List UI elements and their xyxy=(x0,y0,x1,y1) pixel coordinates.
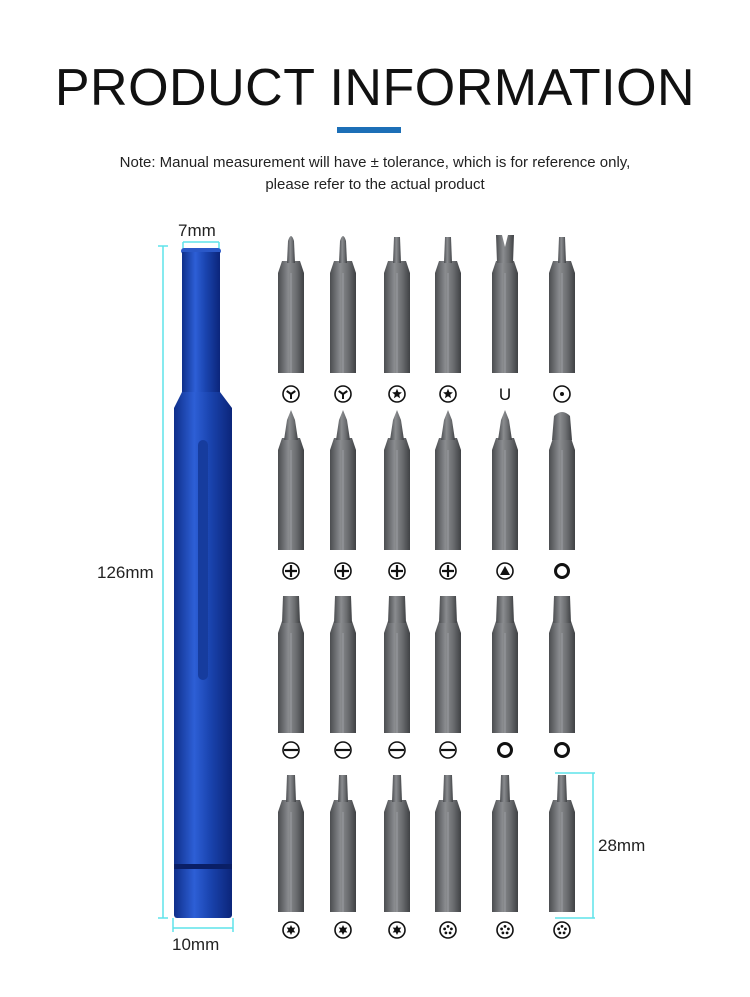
bit xyxy=(492,621,518,733)
note-line-1: Note: Manual measurement will have ± tolerance, which is for reference only, xyxy=(119,154,631,171)
phillips-icon xyxy=(283,563,299,579)
phillips-icon xyxy=(440,563,456,579)
dot-circle-icon xyxy=(554,386,570,402)
bit xyxy=(492,438,518,550)
bit xyxy=(384,621,410,733)
bit xyxy=(330,438,356,550)
triangle-icon xyxy=(497,563,513,579)
handle-length-label: 126mm xyxy=(97,563,154,582)
bit xyxy=(384,800,410,912)
pentalobe-icon xyxy=(497,922,513,938)
star-icon xyxy=(440,386,456,402)
bit xyxy=(549,438,575,550)
screwdriver-handle xyxy=(174,248,232,918)
bit xyxy=(278,621,304,733)
u-symbol: U xyxy=(498,385,512,404)
bit xyxy=(549,261,575,373)
bit xyxy=(549,621,575,733)
base-width-label: 10mm xyxy=(172,935,220,954)
page-title: PRODUCT INFORMATION xyxy=(54,59,696,117)
bit xyxy=(435,438,461,550)
bit xyxy=(384,261,410,373)
pentalobe-icon xyxy=(440,922,456,938)
bit xyxy=(492,261,518,373)
star-icon xyxy=(389,386,405,402)
tip-width-label: 7mm xyxy=(178,221,216,240)
tri-wing-icon xyxy=(283,386,299,402)
slotted-icon xyxy=(335,742,351,758)
ring-icon xyxy=(556,565,569,578)
bit xyxy=(278,800,304,912)
bit xyxy=(330,621,356,733)
torx-icon xyxy=(335,922,351,938)
bit xyxy=(549,800,575,912)
bit xyxy=(435,261,461,373)
bit xyxy=(330,261,356,373)
phillips-icon xyxy=(335,563,351,579)
tri-wing-icon xyxy=(335,386,351,402)
bit-grid xyxy=(278,235,575,938)
slotted-icon xyxy=(440,742,456,758)
bit xyxy=(278,261,304,373)
slotted-icon xyxy=(389,742,405,758)
note-line-2: please refer to the actual product xyxy=(265,176,485,193)
bit xyxy=(435,800,461,912)
torx-icon xyxy=(389,922,405,938)
bit xyxy=(435,621,461,733)
pentalobe-icon xyxy=(554,922,570,938)
bit-length-label: 28mm xyxy=(598,836,646,855)
slotted-icon xyxy=(283,742,299,758)
ring-icon xyxy=(499,744,512,757)
bit xyxy=(492,800,518,912)
bit xyxy=(278,438,304,550)
ring-icon xyxy=(556,744,569,757)
bit xyxy=(384,438,410,550)
phillips-icon xyxy=(389,563,405,579)
torx-icon xyxy=(283,922,299,938)
bit xyxy=(330,800,356,912)
